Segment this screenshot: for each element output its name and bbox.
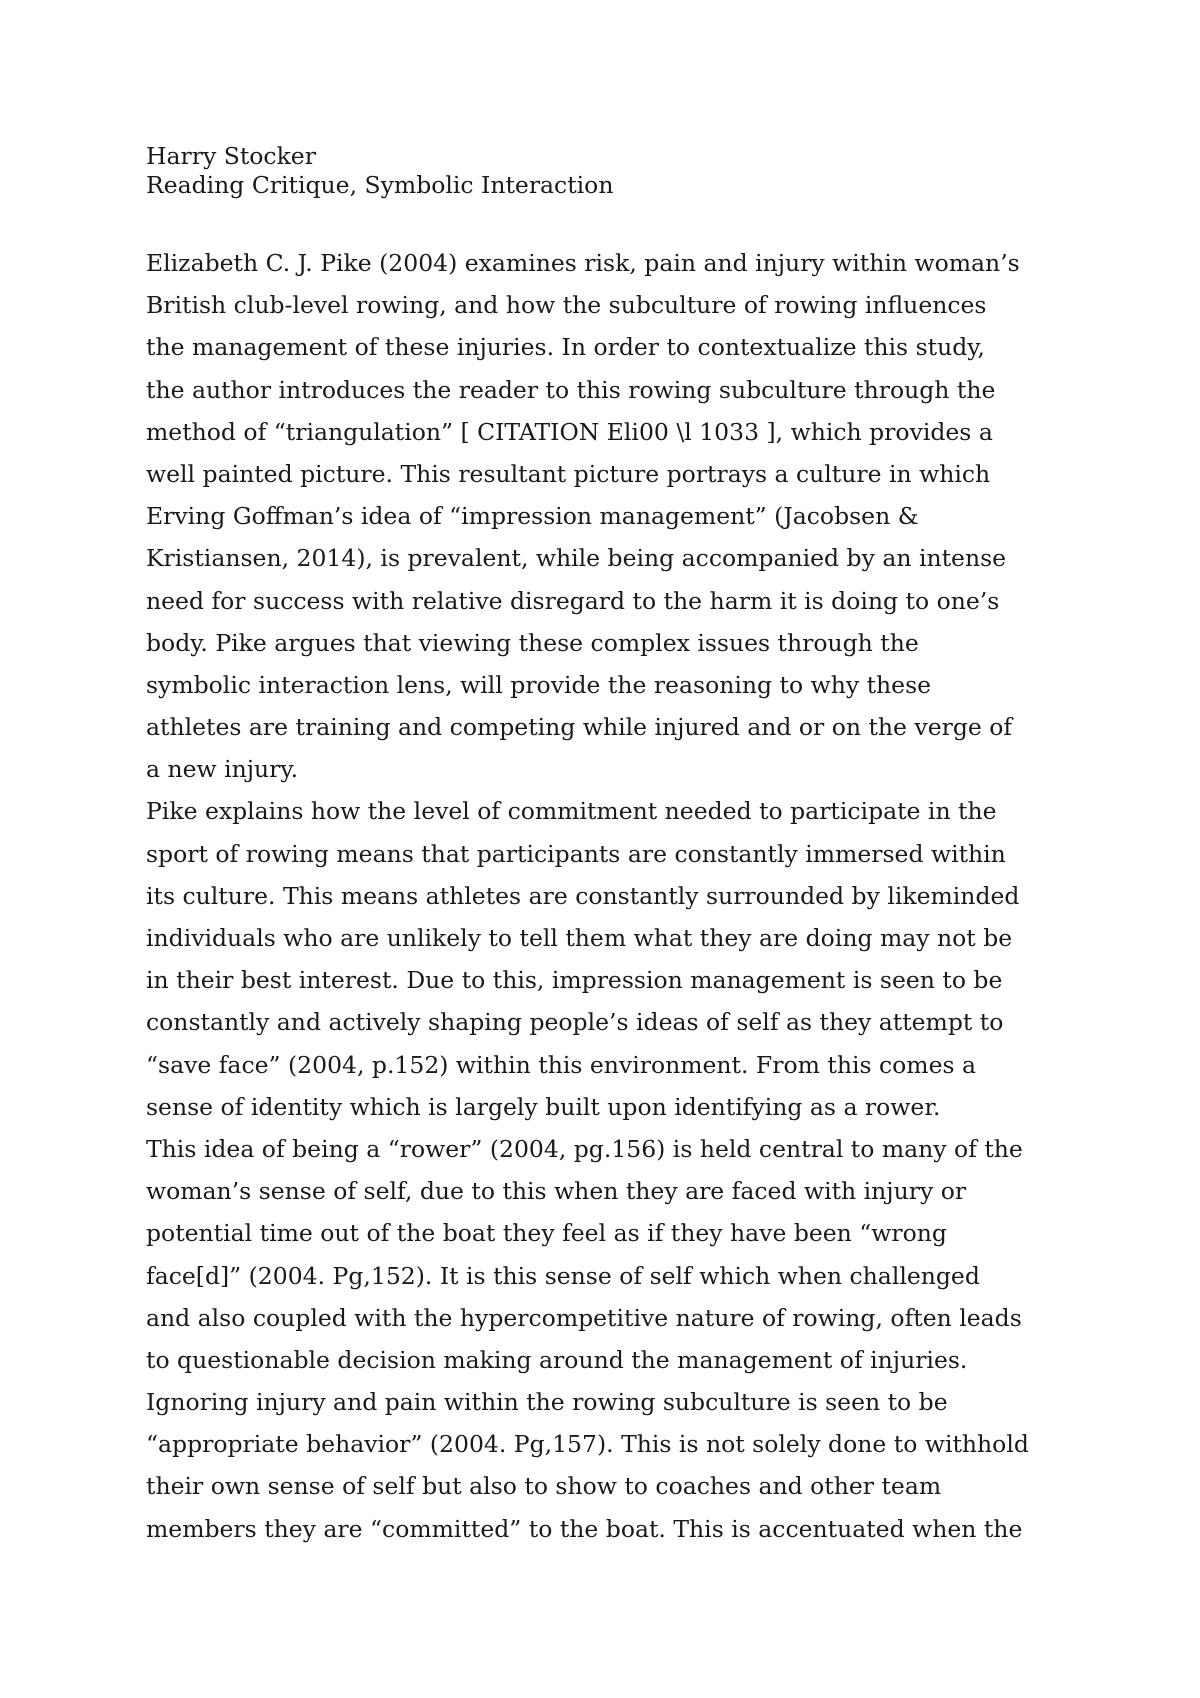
text-line: members they are “committed” to the boat. This is accentuated when the <box>146 1514 1023 1543</box>
author-name: Harry Stocker <box>146 142 316 170</box>
text-line: woman’s sense of self, due to this when they are faced with injury or <box>146 1177 967 1206</box>
text-line: its culture. This means athletes are constantly surrounded by likeminded <box>146 881 1020 910</box>
text-line: need for success with relative disregard to the harm it is doing to one’s <box>146 586 1000 615</box>
text-line: in their best interest. Due to this, impression management is seen to be <box>146 966 1003 995</box>
text-line: British club-level rowing, and how the subculture of rowing influences <box>146 291 987 320</box>
text-line: Elizabeth C. J. Pike (2004) examines risk, pain and injury within woman’s <box>146 249 1020 277</box>
text-line: sense of identity which is largely built upon identifying as a rower. <box>146 1092 941 1121</box>
text-line: face[d]” (2004. Pg,152). It is this sense of self which when challenged <box>146 1261 980 1290</box>
text-line: Erving Goffman’s idea of “impression management” (Jacobsen & <box>146 502 919 531</box>
text-line: potential time out of the boat they feel as if they have been “wrong <box>146 1219 947 1248</box>
text-line: Ignoring injury and pain within the rowing subculture is seen to be <box>146 1388 948 1417</box>
text-line: “appropriate behavior” (2004. Pg,157). This is not solely done to withhold <box>146 1430 1029 1459</box>
document-subtitle: Reading Critique, Symbolic Interaction <box>146 171 614 199</box>
text-line: This idea of being a “rower” (2004, pg.156) is held central to many of the <box>146 1134 1023 1163</box>
text-line: a new injury. <box>146 755 299 784</box>
text-line: the management of these injuries. In order to contextualize this study, <box>146 333 985 362</box>
document-header <box>146 142 1086 200</box>
text-line: Pike explains how the level of commitment needed to participate in the <box>146 797 997 826</box>
text-line: well painted picture. This resultant picture portrays a culture in which <box>146 459 991 488</box>
text-line: Kristiansen, 2014), is prevalent, while being accompanied by an intense <box>146 544 1007 573</box>
text-line: symbolic interaction lens, will provide the reasoning to why these <box>146 670 932 699</box>
text-line: constantly and actively shaping people’s ideas of self as they attempt to <box>146 1008 1004 1037</box>
text-line: “save face” (2004, p.152) within this environment. From this comes a <box>146 1050 977 1079</box>
text-line: sport of rowing means that participants are constantly immersed within <box>146 839 1006 868</box>
text-line: body. Pike argues that viewing these complex issues through the <box>146 628 919 657</box>
document-body <box>146 242 1086 1550</box>
text-line: to questionable decision making around the management of injuries. <box>146 1345 968 1374</box>
text-line: their own sense of self but also to show to coaches and other team <box>146 1472 942 1501</box>
text-line: athletes are training and competing while injured and or on the verge of <box>146 713 1013 742</box>
text-line: method of “triangulation” [ CITATION Eli00 \l 1033 ], which provides a <box>146 417 993 446</box>
text-line: the author introduces the reader to this rowing subculture through the <box>146 375 996 404</box>
text-line: individuals who are unlikely to tell them what they are doing may not be <box>146 924 1013 952</box>
text-line: and also coupled with the hypercompetitive nature of rowing, often leads <box>146 1303 1022 1332</box>
